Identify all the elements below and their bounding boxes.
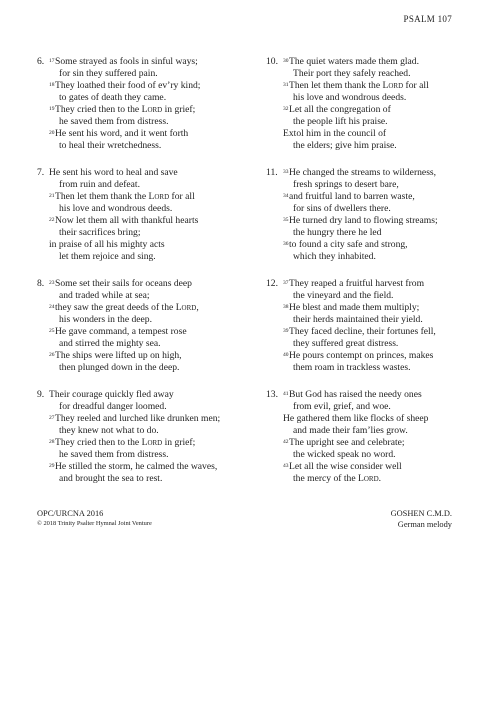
verse-number: 18 — [49, 82, 55, 88]
verse-line: the vineyard and the field. — [293, 290, 394, 301]
stanza-number: 6. — [37, 56, 45, 67]
footer-left — [37, 508, 152, 528]
verse-line: $^{43}$Let all the wise consider well — [283, 461, 402, 472]
verse-number: 34 — [283, 193, 289, 199]
verse-number: 29 — [49, 463, 55, 469]
verse-line: in praise of all his mighty acts — [49, 239, 165, 250]
verse-number: 22 — [49, 217, 55, 223]
verse-line: 7. He sent his word to heal and save — [37, 167, 178, 178]
stanza-11 — [266, 167, 471, 263]
verse-line: 6. $^{17}$Some strayed as fools in sinful ways; — [37, 56, 198, 67]
verse-line: 10. $^{30}$The quiet waters made them glad. — [266, 56, 420, 67]
verse-line: 11. $^{33}$He changed the streams to wilderness, — [266, 167, 437, 178]
verse-line: $^{19}$They cried then to the Lord in grief; — [49, 104, 196, 115]
verse-line: he saved them from distress. — [59, 449, 169, 460]
stanza-number: 7. — [37, 167, 45, 178]
verse-number: 42 — [283, 439, 289, 445]
verse-line: $^{21}$Then let them thank the Lord for all — [49, 191, 195, 202]
verse-number: 23 — [49, 280, 55, 286]
verse-line: Extol him in the council of — [283, 128, 387, 139]
verse-line: to heal their wretchedness. — [59, 140, 162, 151]
verse-line: $^{36}$to found a city safe and strong, — [283, 239, 408, 250]
verse-line: their herds maintained their yield. — [293, 314, 423, 325]
verse-line: $^{40}$He pours contempt on princes, makes — [283, 350, 434, 361]
publisher-label: OPC/URCNA 2016 — [37, 509, 104, 518]
verse-line: $^{22}$Now let them all with thankful hearts — [49, 215, 199, 226]
verse-line: $^{31}$Then let them thank the Lord for all — [283, 80, 429, 91]
verse-number: 33 — [283, 169, 289, 175]
stanza-13 — [266, 389, 471, 485]
verse-number: 35 — [283, 217, 289, 223]
verse-line: he saved them from distress. — [59, 116, 169, 127]
verse-line: to gates of death they came. — [59, 92, 167, 103]
verse-line: $^{34}$and fruitful land to barren waste, — [283, 191, 415, 202]
stanza-9 — [37, 389, 242, 485]
left-column — [37, 56, 242, 500]
verse-number: 27 — [49, 415, 55, 421]
verse-line: fresh springs to desert bare, — [293, 179, 399, 190]
verse-line: 8. $^{23}$Some set their sails for oceans deep — [37, 278, 192, 289]
verse-number: 25 — [49, 328, 55, 334]
stanza-number: 11. — [266, 167, 278, 178]
verse-number: 41 — [283, 391, 289, 397]
verse-line: $^{32}$Let all the congregation of — [283, 104, 391, 115]
verse-line: which they inhabited. — [293, 251, 376, 262]
verse-line: Their port they safely reached. — [293, 68, 411, 79]
verse-line: from evil, grief, and woe. — [293, 401, 391, 412]
verse-number: 19 — [49, 106, 55, 112]
verse-number: 36 — [283, 241, 289, 247]
verse-line: let them rejoice and sing. — [59, 251, 156, 262]
verse-number: 39 — [283, 328, 289, 334]
verse-line: and made their fam’lies grow. — [293, 425, 408, 436]
verse-line: his wonders in the deep. — [59, 314, 152, 325]
verse-line: $^{28}$They cried then to the Lord in grief; — [49, 437, 196, 448]
verse-line: his love and wondrous deeds. — [293, 92, 407, 103]
verse-line: and brought the sea to rest. — [59, 473, 163, 484]
verse-number: 21 — [49, 193, 55, 199]
verse-line: them roam in trackless wastes. — [293, 362, 411, 373]
verse-line: the elders; give him praise. — [293, 140, 397, 151]
verse-line: $^{27}$They reeled and lurched like drunken men; — [49, 413, 221, 424]
stanza-8 — [37, 278, 242, 374]
stanza-12 — [266, 278, 471, 374]
footer-right — [391, 508, 452, 530]
verse-line: they suffered great distress. — [293, 338, 399, 349]
right-column — [266, 56, 471, 500]
verse-line: 12. $^{37}$They reaped a fruitful harvest from — [266, 278, 425, 289]
stanza-number: 13. — [266, 389, 278, 400]
verse-number: 17 — [49, 58, 55, 64]
verse-number: 38 — [283, 304, 289, 310]
copyright-notice: © 2018 Trinity Psalter Hymnal Joint Venture — [37, 520, 152, 527]
verse-number: 32 — [283, 106, 289, 112]
verse-line: $^{26}$The ships were lifted up on high, — [49, 350, 182, 361]
verse-line: $^{35}$He turned dry land to flowing streams; — [283, 215, 438, 226]
verse-line: 9. Their courage quickly fled away — [37, 389, 174, 400]
verse-line: for sin they suffered pain. — [59, 68, 158, 79]
stanza-number: 9. — [37, 389, 45, 400]
stanza-number: 8. — [37, 278, 45, 289]
verse-line: his love and wondrous deeds. — [59, 203, 173, 214]
stanza-number: 12. — [266, 278, 278, 289]
verse-line: $^{42}$The upright see and celebrate; — [283, 437, 405, 448]
verse-line: from ruin and defeat. — [59, 179, 140, 190]
verse-number: 20 — [49, 130, 55, 136]
verse-line: 13. $^{41}$But God has raised the needy ones — [266, 389, 422, 400]
verse-number: 24 — [49, 304, 55, 310]
verse-line: $^{29}$He stilled the storm, he calmed the waves, — [49, 461, 218, 472]
verse-number: 28 — [49, 439, 55, 445]
verse-line: $^{24}$they saw the great deeds of the Lord, — [49, 302, 199, 313]
verse-line: $^{18}$They loathed their food of ev’ry kind; — [49, 80, 201, 91]
verse-number: 43 — [283, 463, 289, 469]
verse-number: 40 — [283, 352, 289, 358]
verse-line: the people lift his praise. — [293, 116, 388, 127]
stanza-number: 10. — [266, 56, 278, 67]
tune-source: German melody — [397, 520, 452, 529]
verse-number: 31 — [283, 82, 289, 88]
verse-number: 26 — [49, 352, 55, 358]
verse-line: the mercy of the Lord. — [293, 473, 382, 484]
verse-line: their sacrifices bring; — [59, 227, 141, 238]
verse-line: $^{38}$He blest and made them multiply; — [283, 302, 420, 313]
verse-line: $^{20}$He sent his word, and it went forth — [49, 128, 189, 139]
page-header: PSALM 107 — [403, 14, 452, 24]
verse-line: they knew not what to do. — [59, 425, 159, 436]
verse-number: 37 — [283, 280, 289, 286]
stanza-7 — [37, 167, 242, 263]
verse-line: He gathered them like flocks of sheep — [283, 413, 429, 424]
stanza-6 — [37, 56, 242, 152]
stanza-10 — [266, 56, 471, 152]
verse-line: then plunged down in the deep. — [59, 362, 180, 373]
verse-line: the wicked speak no word. — [293, 449, 396, 460]
verse-number: 30 — [283, 58, 289, 64]
verse-line: and traded while at sea; — [59, 290, 150, 301]
verse-line: the hungry there he led — [293, 227, 382, 238]
verse-line: and stirred the mighty sea. — [59, 338, 161, 349]
tune-name: GOSHEN C.M.D. — [390, 509, 452, 518]
verse-line: $^{39}$They faced decline, their fortunes fell, — [283, 326, 436, 337]
verse-line: $^{25}$He gave command, a tempest rose — [49, 326, 187, 337]
verse-line: for sins of dwellers there. — [293, 203, 391, 214]
verse-line: for dreadful danger loomed. — [59, 401, 167, 412]
